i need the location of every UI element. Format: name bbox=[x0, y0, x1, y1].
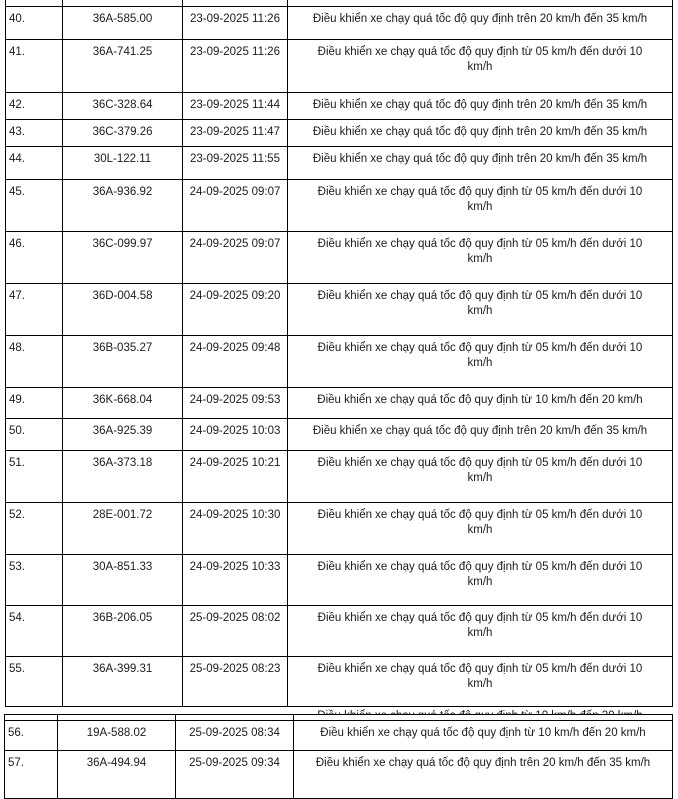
cell-license-plate: 30L-122.11 bbox=[63, 147, 183, 180]
cell-violation-text: Điều khiển xe chạy quá tốc độ quy định trên 20 km/h đến 35 km/h bbox=[288, 419, 673, 451]
cell-license-plate: 36D-004.58 bbox=[63, 284, 183, 336]
cell-violation-datetime: 23-09-2025 11:55 bbox=[183, 147, 288, 180]
cell-row-number: 44. bbox=[6, 147, 63, 180]
cell-violation-datetime: 24-09-2025 09:53 bbox=[183, 388, 288, 419]
table-row bbox=[6, 419, 673, 451]
cell-violation-text: Điều khiển xe chạy quá tốc độ quy định từ 05 km/h đến dưới 10 km/h bbox=[288, 336, 673, 388]
table-row bbox=[6, 40, 673, 93]
cell-license-plate: 36A-741.25 bbox=[63, 40, 183, 93]
cell-violation-datetime: 25-09-2025 08:02 bbox=[183, 606, 288, 657]
cell-violation-text: Điều khiển xe chạy quá tốc độ quy định từ 05 km/h đến dưới 10 km/h bbox=[288, 180, 673, 232]
cell-row-number: 57. bbox=[5, 751, 58, 799]
cell-row-number: 40. bbox=[6, 7, 63, 40]
cell-violation-datetime: 24-09-2025 09:07 bbox=[183, 180, 288, 232]
cell-license-plate: 36A-494.94 bbox=[58, 751, 176, 799]
page-break-clipped-text bbox=[295, 709, 665, 713]
cell-violation-text: Điều khiển xe chạy quá tốc độ quy định trên 20 km/h đến 35 km/h bbox=[288, 7, 673, 40]
table-row bbox=[6, 232, 673, 284]
cell-license-plate: 19A-588.02 bbox=[58, 721, 176, 751]
table-row bbox=[6, 555, 673, 606]
cell-row-number: 52. bbox=[6, 503, 63, 555]
cell-violation-text: Điều khiển xe chạy quá tốc độ quy định từ 05 km/h đến dưới 10 km/h bbox=[288, 40, 673, 93]
cell-violation-text: Điều khiển xe chạy quá tốc độ quy định từ 05 km/h đến dưới 10 km/h bbox=[288, 503, 673, 555]
cell-violation-datetime: 24-09-2025 09:48 bbox=[183, 336, 288, 388]
table-row bbox=[6, 7, 673, 40]
cell-license-plate: 36B-206.05 bbox=[63, 606, 183, 657]
cell-row-number: 56. bbox=[5, 721, 58, 751]
violations-table-body-1 bbox=[6, 0, 673, 707]
cell-license-plate: 28E-001.72 bbox=[63, 503, 183, 555]
cell-violation-datetime: 23-09-2025 11:26 bbox=[183, 7, 288, 40]
cell-row-number: 41. bbox=[6, 40, 63, 93]
cell-violation-text: Điều khiển xe chạy quá tốc độ quy định từ 05 km/h đến dưới 10 km/h bbox=[288, 657, 673, 707]
cell-violation-datetime: 25-09-2025 08:23 bbox=[183, 657, 288, 707]
cell-row-number: 47. bbox=[6, 284, 63, 336]
cell-row-number: 46. bbox=[6, 232, 63, 284]
table-row bbox=[6, 606, 673, 657]
table-row bbox=[6, 388, 673, 419]
table-row bbox=[6, 120, 673, 147]
cell-violation-text: Điều khiển xe chạy quá tốc độ quy định từ 10 km/h đến 20 km/h bbox=[288, 388, 673, 419]
cell-violation-datetime: 23-09-2025 11:47 bbox=[183, 120, 288, 147]
cell-violation-datetime: 24-09-2025 09:07 bbox=[183, 232, 288, 284]
table-row bbox=[5, 751, 673, 799]
cell-violation-datetime: 23-09-2025 11:44 bbox=[183, 93, 288, 120]
cell-license-plate: 30A-851.33 bbox=[63, 555, 183, 606]
cell-violation-datetime: 23-09-2025 11:26 bbox=[183, 40, 288, 93]
cell-license-plate: 36C-328.64 bbox=[63, 93, 183, 120]
cell-violation-text: Điều khiển xe chạy quá tốc độ quy định trên 20 km/h đến 35 km/h bbox=[294, 751, 673, 799]
cell-violation-datetime: 24-09-2025 09:20 bbox=[183, 284, 288, 336]
cell-row-number: 42. bbox=[6, 93, 63, 120]
violations-table-page-1 bbox=[5, 0, 673, 707]
violations-table-page-2 bbox=[4, 714, 673, 799]
cell-violation-text: Điều khiển xe chạy quá tốc độ quy định trên 20 km/h đến 35 km/h bbox=[288, 120, 673, 147]
cell-violation-datetime: 24-09-2025 10:33 bbox=[183, 555, 288, 606]
cell-license-plate: 36A-585.00 bbox=[63, 7, 183, 40]
table-row bbox=[6, 93, 673, 120]
cell-row-number: 49. bbox=[6, 388, 63, 419]
cell-violation-text: Điều khiển xe chạy quá tốc độ quy định trên 20 km/h đến 35 km/h bbox=[288, 147, 673, 180]
table-row bbox=[6, 657, 673, 707]
cell-violation-text: Điều khiển xe chạy quá tốc độ quy định từ 05 km/h đến dưới 10 km/h bbox=[288, 284, 673, 336]
cell-violation-text: Điều khiển xe chạy quá tốc độ quy định từ 05 km/h đến dưới 10 km/h bbox=[288, 232, 673, 284]
table-row bbox=[6, 336, 673, 388]
cell-violation-text: Điều khiển xe chạy quá tốc độ quy định trên 20 km/h đến 35 km/h bbox=[288, 93, 673, 120]
table-row bbox=[6, 180, 673, 232]
cell-violation-text: Điều khiển xe chạy quá tốc độ quy định từ 05 km/h đến dưới 10 km/h bbox=[288, 451, 673, 503]
cell-row-number: 55. bbox=[6, 657, 63, 707]
cell-license-plate: 36C-099.97 bbox=[63, 232, 183, 284]
cell-row-number: 50. bbox=[6, 419, 63, 451]
cell-license-plate: 36A-399.31 bbox=[63, 657, 183, 707]
table-row bbox=[5, 721, 673, 751]
cell-violation-datetime: 24-09-2025 10:30 bbox=[183, 503, 288, 555]
cell-license-plate: 36K-668.04 bbox=[63, 388, 183, 419]
cell-row-number: 48. bbox=[6, 336, 63, 388]
cell-license-plate: 36B-035.27 bbox=[63, 336, 183, 388]
violations-table-body-2 bbox=[5, 715, 673, 799]
cell-violation-datetime: 24-09-2025 10:21 bbox=[183, 451, 288, 503]
cell-violation-datetime: 25-09-2025 08:34 bbox=[176, 721, 294, 751]
cell-violation-text: Điều khiển xe chạy quá tốc độ quy định từ 10 km/h đến 20 km/h bbox=[294, 721, 673, 751]
cell-violation-datetime: 25-09-2025 09:34 bbox=[176, 751, 294, 799]
cell-row-number: 45. bbox=[6, 180, 63, 232]
table-row bbox=[6, 284, 673, 336]
cell-violation-text: Điều khiển xe chạy quá tốc độ quy định từ 05 km/h đến dưới 10 km/h bbox=[288, 606, 673, 657]
table-row bbox=[6, 147, 673, 180]
cell-license-plate: 36A-936.92 bbox=[63, 180, 183, 232]
cell-violation-datetime: 24-09-2025 10:03 bbox=[183, 419, 288, 451]
cell-license-plate: 36C-379.26 bbox=[63, 120, 183, 147]
cell-row-number: 53. bbox=[6, 555, 63, 606]
cell-license-plate: 36A-373.18 bbox=[63, 451, 183, 503]
table-row bbox=[6, 451, 673, 503]
table-row bbox=[6, 503, 673, 555]
cell-row-number: 51. bbox=[6, 451, 63, 503]
cell-row-number: 54. bbox=[6, 606, 63, 657]
cell-violation-text: Điều khiển xe chạy quá tốc độ quy định từ 05 km/h đến dưới 10 km/h bbox=[288, 555, 673, 606]
cell-row-number: 43. bbox=[6, 120, 63, 147]
cell-license-plate: 36A-925.39 bbox=[63, 419, 183, 451]
